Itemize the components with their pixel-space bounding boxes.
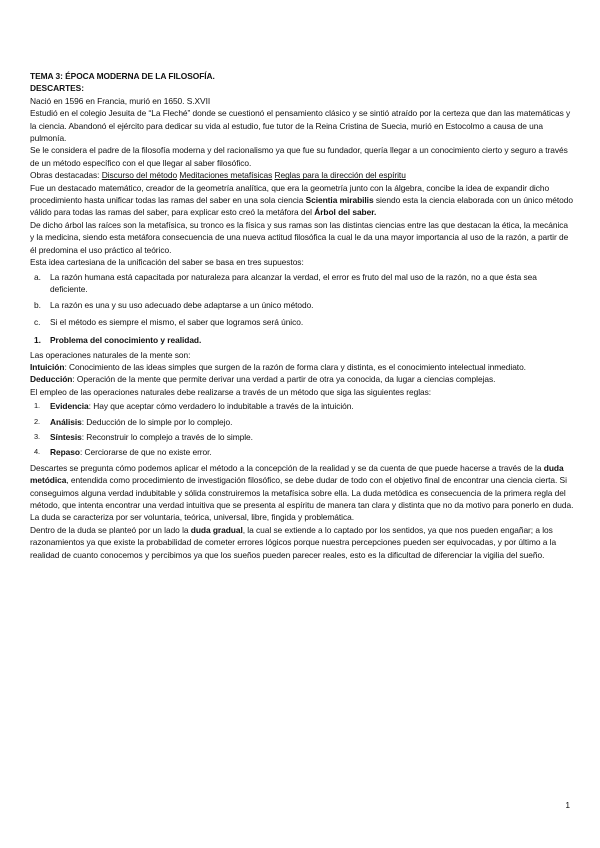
- list-item: b. La razón es una y su uso adecuado debe adaptarse a un único método.: [34, 300, 314, 311]
- list-item: 3. Síntesis: Reconstruir lo complejo a través de lo simple.: [34, 431, 253, 442]
- work-title: Meditaciones metafísicas: [179, 170, 273, 181]
- paragraph-education: Estudió en el colegio Jesuita de “La Fleché” donde se cuestionó el pensamiento clásico y se sintió atraído por la certeza que dan las matemáticas y la ciencia. Abandonó el ejército para dedicar su vida al estudio, fue tutor de la Reina Cristina de Suecia, murió en Estocolmo a causa de una pulmonía.: [30, 108, 571, 144]
- paragraph-duda-gradual: Dentro de la duda se planteó por un lado la duda gradual, la cual se extiende a lo captado por los sentidos, ya que nos pueden engañar; a los razonamientos ya que existe la probabilidad de cometer errores lógicos porque nuestra percepciones pueden ser equivocadas, y por último a la realidad de cuanto conocemos y percibimos ya que los sueños pueden parecer reales, esto es la dificultad de diferenciar la vigilia del sueño.: [30, 524, 557, 560]
- list-item: 2. Análisis: Deducción de lo simple por lo complejo.: [34, 416, 233, 427]
- work-title: Reglas para la dirección del espíritu: [274, 170, 406, 181]
- paragraph-mathematician: Fue un destacado matemático, creador de la geometría analítica, que era la geometría junto con la álgebra, concibe la idea de expandir dicho procedimiento hasta unificar todas las ramas del saber en una sola ciencia Scientia mirabilis siendo esta la ciencia elaborada con un único método válido para todas las ramas del saber, para explicar esto creó la metáfora del Árbol del saber.: [30, 182, 573, 218]
- paragraph-works: [30, 169, 574, 181]
- duda-metodica-term: duda metódica: [30, 462, 564, 486]
- list-item: c. Si el método es siempre el mismo, el saber que logramos será único.: [34, 316, 304, 327]
- assumptions-list: [30, 271, 574, 329]
- paragraph-tree-of-knowledge: De dicho árbol las raíces son la metafísica, su tronco es la física y sus ramas son las distintas ciencias entre las que destacan la ética, la mecánica y la medicina, siendo esta metáfora consecuencia de una nueva actitud filosófica la cual le da una mayor importancia al uso de la razón, a partir de él predomina el uso práctico al teórico.: [30, 219, 569, 255]
- paragraph-duda-metodica: Descartes se pregunta cómo podemos aplicar el método a la concepción de la realidad y se da cuenta de que puede hacerse a través de la duda metódica, entendida como procedimiento de investigación filosófico, se debe dudar de todo con el objetivo final de encontrar una ciencia cierta. Si conseguimos alguna verdad indubitable y sólida construiremos la metafísica sobre ella. La duda metódica es consecuencia de la primera regla del método, que intenta encontrar una verdad intuitiva que se presenta al espíritu de manera tan clara y distinta que no da motivo para ponerlo en duda. La duda se caracteriza por ser voluntaria, teórica, universal, libre, fingida y problemática.: [30, 462, 574, 523]
- works-label: Obras destacadas:: [30, 170, 100, 181]
- page-number: 1: [565, 800, 570, 810]
- work-title: Discurso del método: [101, 170, 178, 181]
- paragraph-birth: Nació en 1596 en Francia, murió en 1650. S.XVII: [30, 95, 211, 106]
- section-subtitle: DESCARTES:: [30, 83, 84, 94]
- section-heading: 1. Problema del conocimiento y realidad.: [34, 335, 202, 346]
- scientia-mirabilis-term: Scientia mirabilis: [305, 195, 374, 206]
- paragraph-deduccion: Deducción: Operación de la mente que permite derivar una verdad a partir de otra ya conocida, da lugar a ciencias complejas.: [30, 374, 496, 385]
- paragraph-assumptions-intro: Esta idea cartesiana de la unificación del saber se basa en tres supuestos:: [30, 257, 304, 268]
- rules-list: [30, 400, 574, 459]
- arbol-del-saber-term: Árbol del saber.: [314, 207, 377, 218]
- document-page: [30, 70, 574, 561]
- list-item: a. La razón humana está capacitada por naturaleza para alcanzar la verdad, el error es fruto del mal uso de la razón, no a que ésta sea deficiente.: [34, 271, 537, 294]
- duda-gradual-term: duda gradual: [190, 524, 243, 535]
- paragraph-father-of-philosophy: Se le considera el padre de la filosofía moderna y del racionalismo ya que fue su fundador, quería llegar a un conocimiento cierto y seguro a través de un método específico con el que llegar al saber filosófico.: [30, 145, 568, 168]
- paragraph-intuicion: Intuición: Conocimiento de las ideas simples que surgen de la razón de forma clara y distinta, es el conocimiento intelectual inmediato.: [30, 361, 526, 372]
- paragraph-rules-intro: El empleo de las operaciones naturales debe realizarse a través de un método que siga las siguientes reglas:: [30, 386, 432, 397]
- paragraph-operations-intro: Las operaciones naturales de la mente son:: [30, 349, 191, 360]
- list-item: 4. Repaso: Cerciorarse de que no existe error.: [34, 447, 212, 458]
- list-item: 1. Evidencia: Hay que aceptar cómo verdadero lo indubitable a través de la intuición.: [34, 401, 354, 412]
- document-title: TEMA 3: ÉPOCA MODERNA DE LA FILOSOFÍA.: [30, 71, 215, 81]
